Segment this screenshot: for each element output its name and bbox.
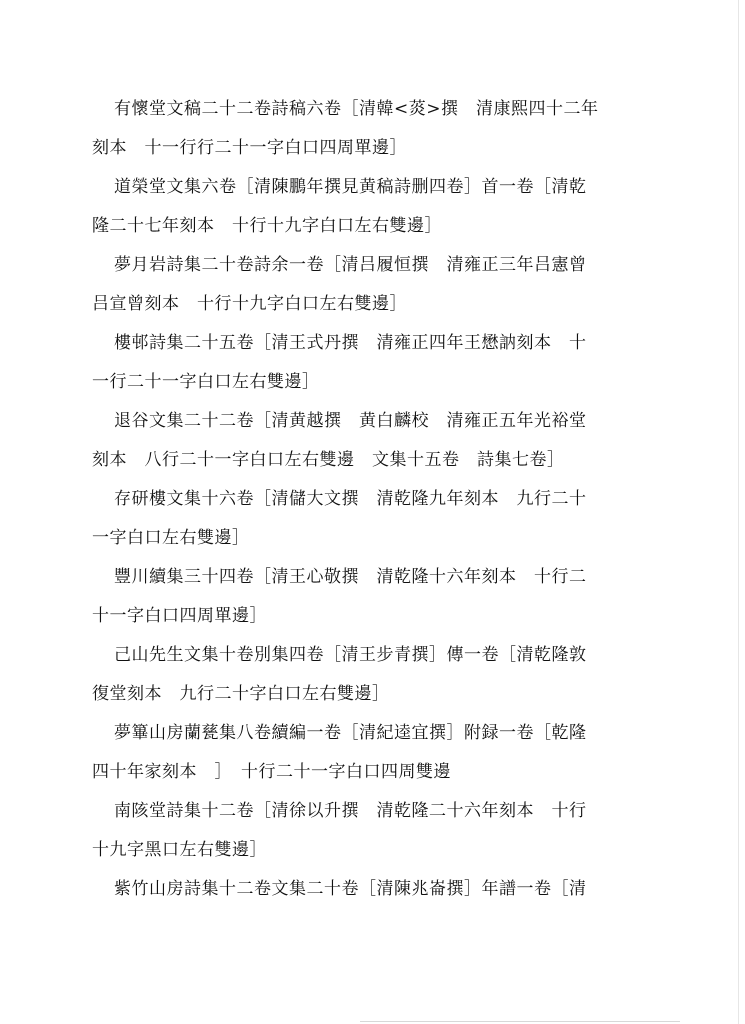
entry-continuation-line: 十九字黑口左右雙邊］ xyxy=(92,840,267,860)
entry-continuation-line: 刻本 八行二十一字白口左右雙邊 文集十五卷 詩集七卷］ xyxy=(92,450,565,470)
entry-line: 南陔堂詩集十二卷［清徐以升撰 清乾隆二十六年刻本 十行 xyxy=(114,801,587,821)
entry-line: 豐川續集三十四卷［清王心敬撰 清乾隆十六年刻本 十行二 xyxy=(114,567,587,587)
entry-continuation-line: 一行二十一字白口左右雙邊］ xyxy=(92,372,320,392)
entry-line: 紫竹山房詩集十二卷文集二十卷［清陳兆崙撰］年譜一卷［清 xyxy=(114,879,587,899)
entry-continuation-line: 隆二十七年刻本 十行十九字白口左右雙邊］ xyxy=(92,216,442,236)
entry-line: 己山先生文集十卷別集四卷［清王步青撰］傳一卷［清乾隆敦 xyxy=(114,645,587,665)
entry-line: 道榮堂文集六卷［清陳鵬年撰見黄稿詩删四卷］首一卷［清乾 xyxy=(114,177,587,197)
entry-continuation-line: 十一字白口四周單邊］ xyxy=(92,606,267,626)
scan-edge-bottom xyxy=(360,1021,680,1022)
entry-line: 夢月岩詩集二十卷詩余一卷［清吕履恒撰 清雍正三年吕憲曾 xyxy=(114,255,587,275)
entry-continuation-line: 四十年家刻本 ］ 十行二十一字白口四周雙邊 xyxy=(92,762,451,782)
entry-continuation-line: 刻本 十一行行二十一字白口四周單邊］ xyxy=(92,138,407,158)
entry-continuation-line: 吕宣曾刻本 十行十九字白口左右雙邊］ xyxy=(92,294,407,314)
entry-line: 樓邨詩集二十五卷［清王式丹撰 清雍正四年王懋訥刻本 十 xyxy=(114,333,587,353)
entry-line: 存研樓文集十六卷［清儲大文撰 清乾隆九年刻本 九行二十 xyxy=(114,489,587,509)
scan-edge-right xyxy=(738,0,739,1024)
catalog-text xyxy=(92,90,599,909)
entry-continuation-line: 復堂刻本 九行二十字白口左右雙邊］ xyxy=(92,684,390,704)
entry-line: 夢篳山房蘭甆集八卷續編一卷［清紀逵宜撰］附録一卷［乾隆 xyxy=(114,723,587,743)
entry-continuation-line: 一字白口左右雙邊］ xyxy=(92,528,250,548)
entry-line: 退谷文集二十二卷［清黄越撰 黄白麟校 清雍正五年光裕堂 xyxy=(114,411,587,431)
entry-line: 有懷堂文稿二十二卷詩稿六卷［清韓<菼>撰 清康熙四十二年 xyxy=(114,99,599,119)
